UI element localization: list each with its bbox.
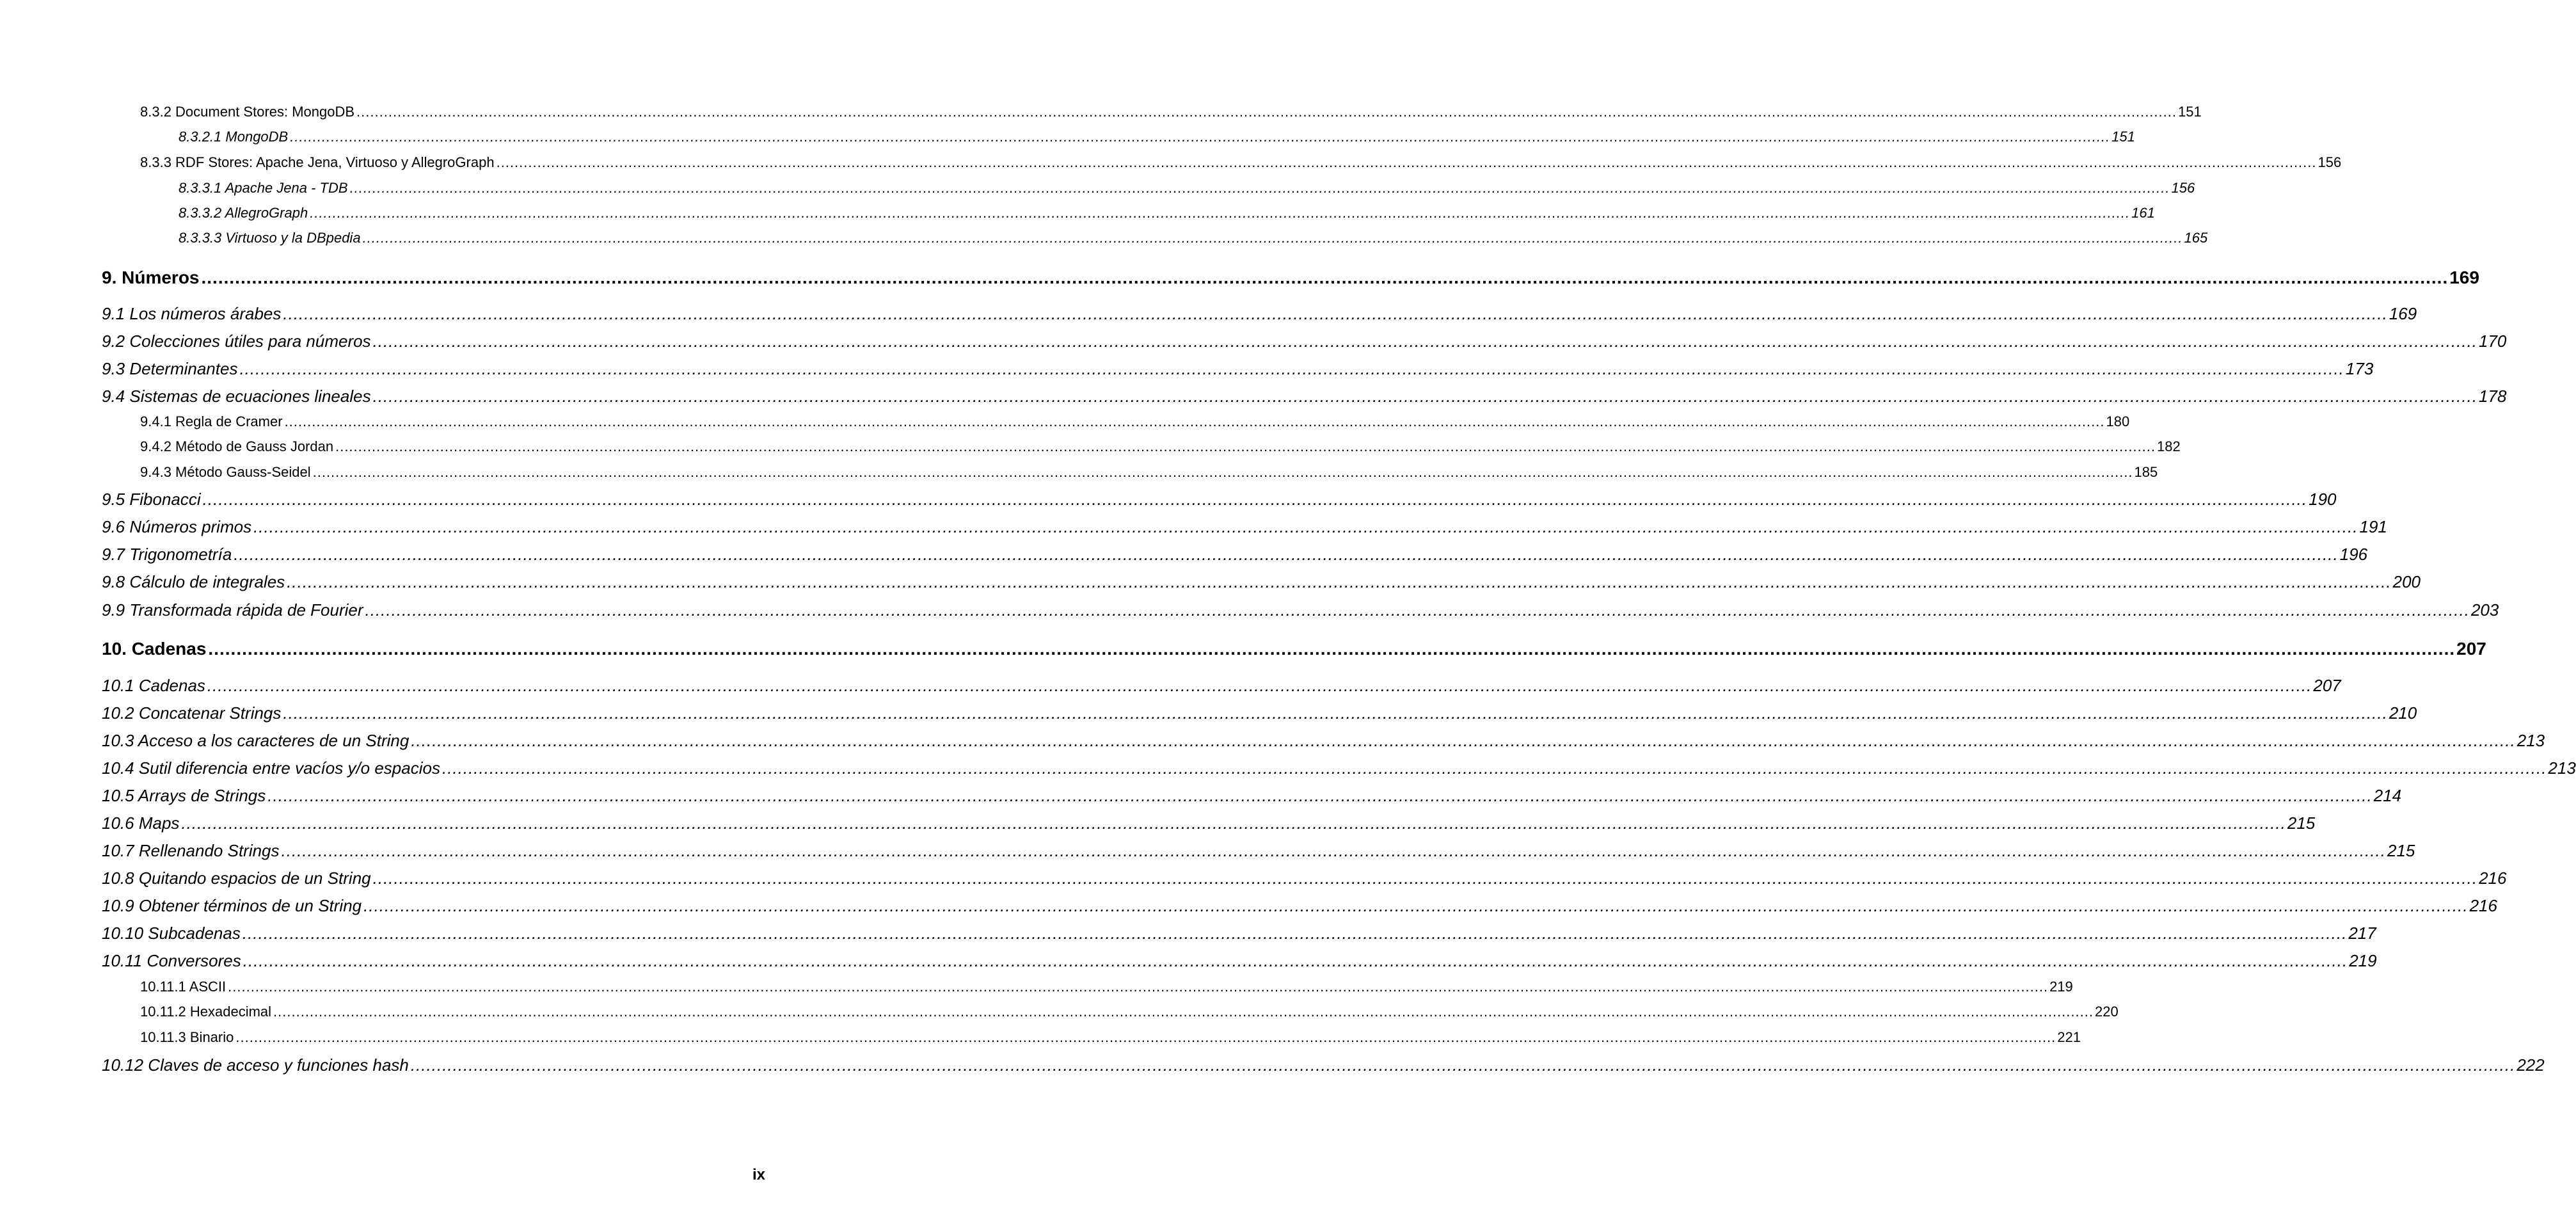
toc-entry-title: 10.6 Maps: [102, 813, 180, 833]
dot-leader: ................................................................................................................................................................................................................................................................................................................................................................................................................: [410, 1055, 2516, 1075]
toc-entry-page: 216: [2479, 869, 2507, 888]
toc-entry: [102, 951, 2377, 970]
dot-leader: ................................................................................................................................................................................................................................................................................................................................................................................................................: [267, 786, 2373, 805]
dot-leader: ................................................................................................................................................................................................................................................................................................................................................................................................................: [253, 517, 2358, 536]
toc-entry: [140, 154, 2342, 170]
dot-leader: ................................................................................................................................................................................................................................................................................................................................................................................................................: [207, 676, 2312, 695]
toc-entry: [102, 896, 2497, 915]
dot-leader: ................................................................................................................................................................................................................................................................................................................................................................................................................: [362, 230, 2183, 246]
toc-entry-page: 151: [2177, 104, 2202, 120]
dot-leader: ................................................................................................................................................................................................................................................................................................................................................................................................................: [235, 1029, 2056, 1045]
dot-leader: ................................................................................................................................................................................................................................................................................................................................................................................................................: [335, 438, 2156, 454]
toc-entry-page: 200: [2392, 572, 2421, 591]
toc-entry-page: 169: [2449, 268, 2479, 287]
toc-entry-page: 182: [2157, 438, 2181, 454]
toc-entry-title: 9.8 Cálculo de integrales: [102, 572, 285, 591]
toc-entry-title: 10.10 Subcadenas: [102, 924, 241, 943]
toc-entry-title: 9. Números: [102, 268, 200, 287]
dot-leader: ................................................................................................................................................................................................................................................................................................................................................................................................................: [202, 490, 2308, 509]
toc-entry: [102, 517, 2387, 536]
toc-entry: [140, 464, 2158, 480]
dot-leader: ................................................................................................................................................................................................................................................................................................................................................................................................................: [208, 639, 2456, 659]
toc-entry-title: 9.4 Sistemas de ecuaciones lineales: [102, 387, 371, 406]
toc-entry-title: 10.1 Cadenas: [102, 676, 205, 695]
toc-entry-page: 216: [2469, 896, 2497, 915]
toc-entry: [140, 438, 2181, 454]
dot-leader: ................................................................................................................................................................................................................................................................................................................................................................................................................: [365, 600, 2470, 620]
toc-entry: [102, 676, 2341, 695]
dot-leader: ................................................................................................................................................................................................................................................................................................................................................................................................................: [441, 758, 2547, 778]
dot-leader: ................................................................................................................................................................................................................................................................................................................................................................................................................: [181, 813, 2286, 833]
toc-entry-title: 9.6 Números primos: [102, 517, 252, 536]
dot-leader: ................................................................................................................................................................................................................................................................................................................................................................................................................: [290, 129, 2111, 145]
toc-entry-page: 219: [2349, 951, 2377, 970]
toc-entry-page: 161: [2131, 205, 2155, 221]
toc-entry-page: 185: [2134, 464, 2158, 480]
toc-entry-page: 165: [2184, 230, 2208, 246]
toc-entry-title: 10.12 Claves de acceso y funciones hash: [102, 1055, 409, 1075]
dot-leader: ................................................................................................................................................................................................................................................................................................................................................................................................................: [310, 205, 2131, 221]
toc-entry-page: 170: [2479, 332, 2507, 351]
toc-entry-title: 8.3.2.1 MongoDB: [179, 129, 289, 145]
dot-leader: ................................................................................................................................................................................................................................................................................................................................................................................................................: [283, 304, 2388, 323]
toc-entry-title: 10.11 Conversores: [102, 951, 241, 970]
toc-entry-page: 213: [2548, 758, 2576, 778]
dot-leader: ................................................................................................................................................................................................................................................................................................................................................................................................................: [411, 731, 2516, 750]
toc-entry-title: 9.2 Colecciones útiles para números: [102, 332, 371, 351]
dot-leader: ................................................................................................................................................................................................................................................................................................................................................................................................................: [349, 180, 2170, 196]
toc-entry: [102, 703, 2417, 723]
toc-entry-title: 9.3 Determinantes: [102, 359, 238, 378]
toc-entry: [179, 129, 2135, 145]
toc-entry-page: 156: [2171, 180, 2195, 196]
dot-leader: ................................................................................................................................................................................................................................................................................................................................................................................................................: [228, 979, 2049, 995]
toc-entry: [102, 841, 2415, 860]
toc-entry: [102, 1055, 2545, 1075]
dot-leader: ................................................................................................................................................................................................................................................................................................................................................................................................................: [372, 869, 2478, 888]
toc-entry-title: 10.5 Arrays de Strings: [102, 786, 266, 805]
toc-entry-title: 10.4 Sutil diferencia entre vacíos y/o espacios: [102, 758, 440, 778]
toc-entry: [140, 104, 2202, 120]
toc-entry: [102, 304, 2417, 323]
toc-entry: [102, 490, 2337, 509]
toc-entry: [102, 268, 2479, 287]
toc-entry-title: 8.3.3.2 AllegroGraph: [179, 205, 308, 221]
toc-entry-page: 169: [2389, 304, 2417, 323]
toc-entry-title: 8.3.3.1 Apache Jena - TDB: [179, 180, 348, 196]
toc-entry-page: 207: [2456, 639, 2486, 659]
dot-leader: ................................................................................................................................................................................................................................................................................................................................................................................................................: [496, 154, 2317, 170]
toc-entry: [102, 387, 2507, 406]
toc-entry-title: 10. Cadenas: [102, 639, 207, 659]
dot-leader: ................................................................................................................................................................................................................................................................................................................................................................................................................: [372, 332, 2478, 351]
toc-entry: [102, 869, 2507, 888]
toc-entry-title: 9.1 Los números árabes: [102, 304, 282, 323]
dot-leader: ................................................................................................................................................................................................................................................................................................................................................................................................................: [239, 359, 2344, 378]
toc-entry-page: 173: [2345, 359, 2374, 378]
toc-entry-title: 8.3.3.3 Virtuoso y la DBpedia: [179, 230, 361, 246]
toc-entry: [102, 545, 2368, 564]
toc-entry-page: 203: [2470, 600, 2499, 620]
toc-entry-page: 214: [2373, 786, 2402, 805]
dot-leader: ................................................................................................................................................................................................................................................................................................................................................................................................................: [242, 951, 2348, 970]
toc-entry-page: 191: [2359, 517, 2387, 536]
toc-entry: [102, 786, 2402, 805]
toc-entry-title: 9.4.3 Método Gauss-Seidel: [140, 464, 311, 480]
dot-leader: ................................................................................................................................................................................................................................................................................................................................................................................................................: [201, 268, 2449, 287]
dot-leader: ................................................................................................................................................................................................................................................................................................................................................................................................................: [284, 413, 2105, 429]
toc-entry-page: 221: [2057, 1029, 2081, 1045]
toc-entry-title: 10.2 Concatenar Strings: [102, 703, 282, 723]
toc-entry: [102, 600, 2499, 620]
toc-entry-page: 222: [2516, 1055, 2545, 1075]
toc-entry: [102, 924, 2376, 943]
toc-entry-page: 210: [2389, 703, 2417, 723]
toc-entry-page: 196: [2339, 545, 2368, 564]
toc-entry: [179, 180, 2195, 196]
toc-entry-page: 190: [2309, 490, 2337, 509]
dot-leader: ................................................................................................................................................................................................................................................................................................................................................................................................................: [281, 841, 2386, 860]
toc-entry-page: 151: [2111, 129, 2135, 145]
toc-entry-title: 10.3 Acceso a los caracteres de un String: [102, 731, 409, 750]
toc-entry-page: 213: [2516, 731, 2545, 750]
toc-entry-title: 9.9 Transformada rápida de Fourier: [102, 600, 363, 620]
toc-entry-page: 156: [2318, 154, 2342, 170]
dot-leader: ................................................................................................................................................................................................................................................................................................................................................................................................................: [283, 703, 2388, 723]
toc-entry-title: 10.11.2 Hexadecimal: [140, 1004, 272, 1020]
toc-entry: [140, 979, 2073, 995]
dot-leader: ................................................................................................................................................................................................................................................................................................................................................................................................................: [363, 896, 2469, 915]
toc-entry-title: 9.7 Trigonometría: [102, 545, 232, 564]
toc-entry: [102, 639, 2486, 659]
toc-entry-title: 8.3.2 Document Stores: MongoDB: [140, 104, 355, 120]
page-number: ix: [752, 1166, 765, 1183]
toc-entry-page: 219: [2049, 979, 2073, 995]
toc-entry-page: 180: [2106, 413, 2130, 429]
toc-entry-page: 178: [2479, 387, 2507, 406]
toc-entry-title: 10.9 Obtener términos de un String: [102, 896, 362, 915]
toc-entry-title: 9.4.2 Método de Gauss Jordan: [140, 438, 334, 454]
toc-entry: [140, 413, 2130, 429]
toc-entry: [102, 332, 2507, 351]
toc-entry: [140, 1029, 2081, 1045]
toc-entry: [102, 758, 2576, 778]
toc-entry-title: 10.8 Quitando espacios de un String: [102, 869, 371, 888]
toc-entry-page: 217: [2348, 924, 2376, 943]
dot-leader: ................................................................................................................................................................................................................................................................................................................................................................................................................: [242, 924, 2348, 943]
toc-entry-page: 215: [2387, 841, 2415, 860]
toc-entry-page: 220: [2094, 1004, 2119, 1020]
toc-entry-title: 9.4.1 Regla de Cramer: [140, 413, 283, 429]
dot-leader: ................................................................................................................................................................................................................................................................................................................................................................................................................: [273, 1004, 2094, 1020]
toc-entry: [140, 1004, 2119, 1020]
dot-leader: ................................................................................................................................................................................................................................................................................................................................................................................................................: [287, 572, 2392, 591]
dot-leader: ................................................................................................................................................................................................................................................................................................................................................................................................................: [312, 464, 2133, 480]
toc-entry: [102, 813, 2316, 833]
dot-leader: ................................................................................................................................................................................................................................................................................................................................................................................................................: [356, 104, 2177, 120]
toc-entry-page: 215: [2287, 813, 2316, 833]
toc-entry: [102, 359, 2374, 378]
toc-entry-title: 10.11.3 Binario: [140, 1029, 234, 1045]
dot-leader: ................................................................................................................................................................................................................................................................................................................................................................................................................: [372, 387, 2478, 406]
toc-entry-title: 9.5 Fibonacci: [102, 490, 201, 509]
toc-entry-title: 8.3.3 RDF Stores: Apache Jena, Virtuoso y AllegroGraph: [140, 154, 495, 170]
toc-entry-title: 10.11.1 ASCII: [140, 979, 227, 995]
toc-entry: [102, 731, 2545, 750]
toc-entry: [179, 230, 2208, 246]
toc-entry-title: 10.7 Rellenando Strings: [102, 841, 280, 860]
toc-entry: [179, 205, 2155, 221]
toc-entry-page: 207: [2313, 676, 2341, 695]
toc-entry: [102, 572, 2421, 591]
dot-leader: ................................................................................................................................................................................................................................................................................................................................................................................................................: [234, 545, 2339, 564]
